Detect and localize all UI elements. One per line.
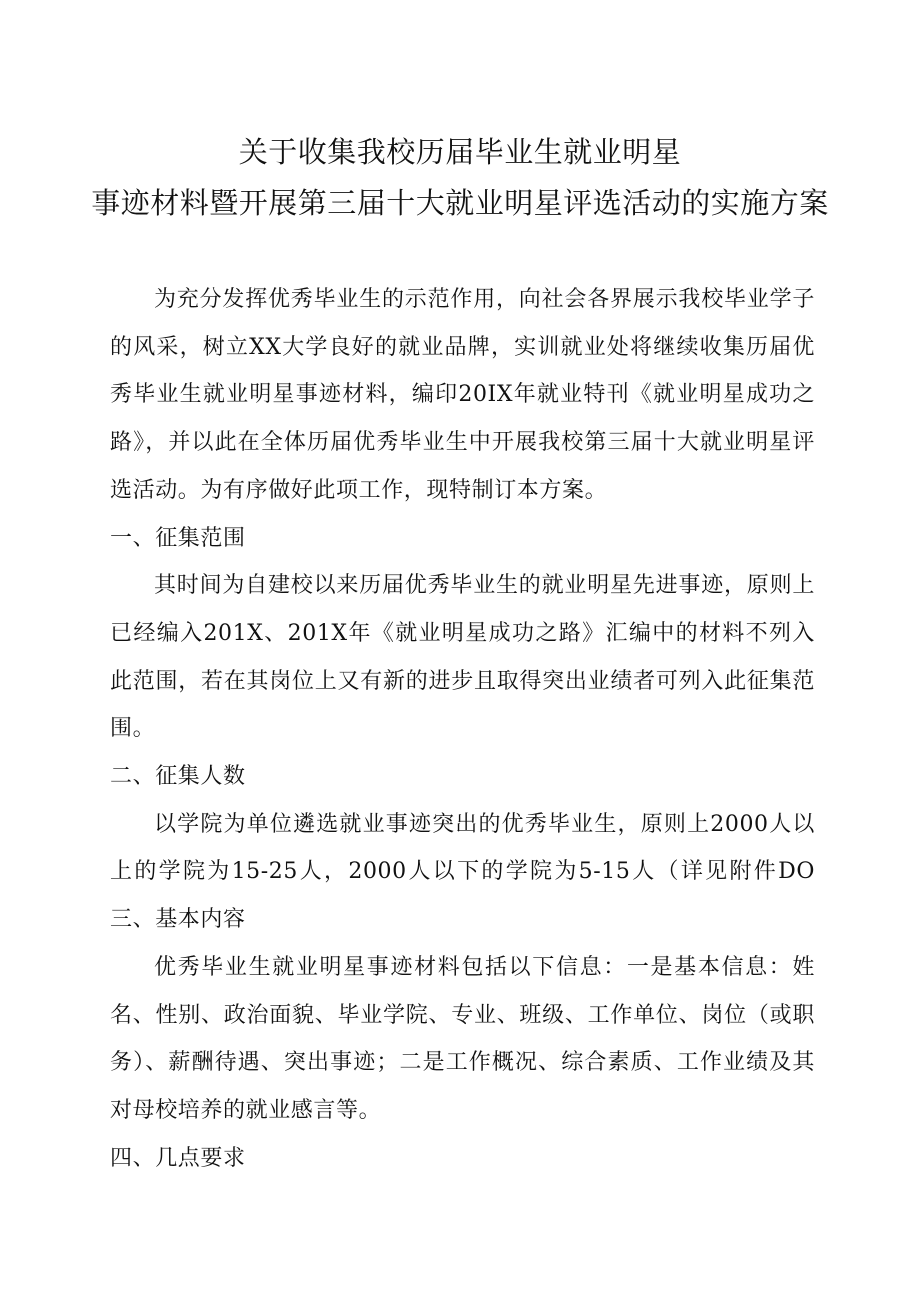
document-title-line-1: 关于收集我校历届毕业生就业明星 — [238, 135, 682, 169]
section-heading-count: 二、征集人数 — [110, 764, 246, 790]
document-title-line-2: 事迹材料暨开展第三届十大就业明星评选活动的实施方案 — [91, 186, 829, 220]
document-body — [110, 276, 815, 1182]
section-heading-requirements: 四、几点要求 — [110, 1145, 246, 1171]
section-paragraph-scope: 其时间为自建校以来历届优秀毕业生的就业明星先进事迹，原则上已经编入201X、201X年《就业明星成功之路》汇编中的材料不列入此范围，若在其岗位上又有新的进步且取得突出业绩者可列入此征集范围。 — [110, 573, 815, 742]
section-paragraph-content: 优秀毕业生就业明星事迹材料包括以下信息：一是基本信息：姓名、性别、政治面貌、毕业学院、专业、班级、工作单位、岗位（或职务）、薪酬待遇、突出事迹；二是工作概况、综合素质、工作业绩及其对母校培养的就业感言等。 — [110, 954, 815, 1123]
intro-paragraph: 为充分发挥优秀毕业生的示范作用，向社会各界展示我校毕业学子的风采，树立XX大学良好的就业品牌，实训就业处将继续收集历届优秀毕业生就业明星事迹材料，编印20IX年就业特刊《就业明星成功之路》，并以此在全体历届优秀毕业生中开展我校第三届十大就业明星评选活动。为有序做好此项工作，现特制订本方案。 — [110, 287, 815, 503]
section-heading-scope: 一、征集范围 — [110, 525, 246, 551]
section-paragraph-count: 以学院为单位遴选就业事迹突出的优秀毕业生，原则上2000人以上的学院为15-25人，2000人以下的学院为5-15人（详见附件DO三、基本内容 — [110, 811, 815, 933]
